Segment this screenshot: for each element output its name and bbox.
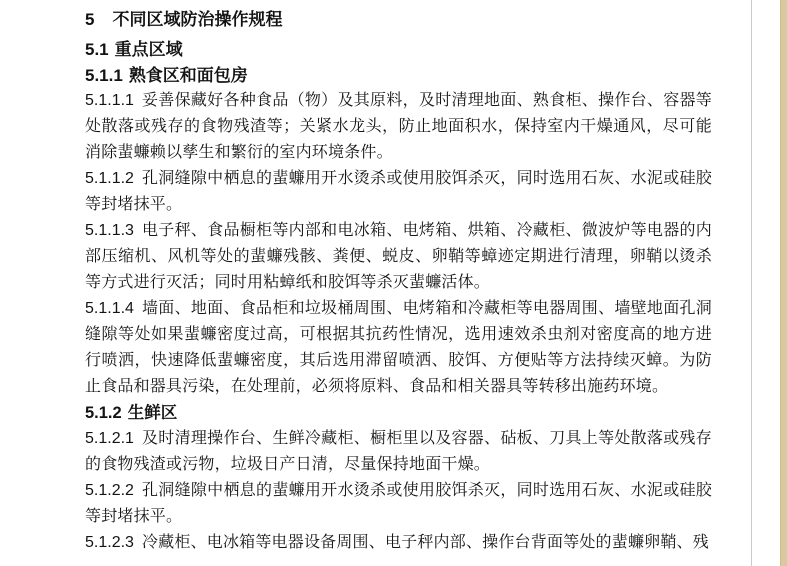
clause-text: 电子秤、食品橱柜等内部和电冰箱、电烤箱、烘箱、冷藏柜、微波炉等电器的内部压缩机、风机等处的蜚蠊残骸、粪便、蜕皮、卵鞘等蟑迹定期进行清理，卵鞘以烫杀等方式进行灭活；同时用粘蟑纸和胶饵等杀灭蜚蠊活体。	[85, 222, 712, 291]
clause-5-1-1-4	[85, 296, 712, 400]
document-content	[85, 8, 712, 556]
clause-text: 妥善保藏好各种食品（物）及其原料，及时清理地面、熟食柜、操作台、容器等处散落或残存的食物残渣等；关紧水龙头，防止地面积水，保持室内干燥通风，尽可能消除蜚蠊赖以孳生和繁衍的室内环境条件。	[85, 92, 712, 161]
section-number: 5.1	[85, 40, 109, 59]
page-edge-line	[751, 0, 752, 566]
clause-5-1-2-2	[85, 478, 712, 530]
clause-text: 孔洞缝隙中栖息的蜚蠊用开水烫杀或使用胶饵杀灭，同时选用石灰、水泥或硅胶等封堵抹平。	[85, 170, 712, 213]
subsection-number: 5.1.1	[85, 66, 123, 85]
subsection-heading-5-1-1	[85, 64, 712, 88]
clause-5-1-2-3	[85, 530, 712, 556]
chapter-title: 不同区域防治操作规程	[112, 10, 283, 29]
clause-text: 及时清理操作台、生鲜冷藏柜、橱柜里以及容器、砧板、刀具上等处散落或残存的食物残渣或污物，垃圾日产日清，尽量保持地面干燥。	[85, 430, 712, 473]
clause-number: 5.1.2.2	[85, 482, 134, 499]
subsection-title: 生鲜区	[127, 404, 178, 422]
section-title: 重点区域	[114, 40, 183, 59]
clause-text: 孔洞缝隙中栖息的蜚蠊用开水烫杀或使用胶饵杀灭，同时选用石灰、水泥或硅胶等封堵抹平。	[85, 482, 712, 525]
clause-5-1-1-2	[85, 166, 712, 218]
subsection-title: 熟食区和面包房	[128, 66, 248, 85]
clause-number: 5.1.1.1	[85, 92, 134, 109]
chapter-number: 5	[85, 10, 95, 29]
chapter-heading	[85, 8, 712, 32]
clause-5-1-1-3	[85, 218, 712, 296]
clause-number: 5.1.2.1	[85, 430, 134, 447]
clause-5-1-1-1	[85, 88, 712, 166]
subsection-heading-5-1-2	[85, 400, 712, 426]
section-heading-5-1	[85, 38, 712, 62]
clause-number: 5.1.1.3	[85, 222, 134, 239]
clause-number: 5.1.1.2	[85, 170, 134, 187]
clause-text: 墙面、地面、食品柜和垃圾桶周围、电烤箱和冷藏柜等电器周围、墙壁地面孔洞缝隙等处如果蜚蠊密度过高，可根据其抗药性情况，选用速效杀虫剂对密度高的地方进行喷洒，快速降低蜚蠊密度，其后选用滞留喷洒、胶饵、方便贴等方法持续灭蟑。为防止食品和器具污染，在处理前，必须将原料、食品和相关器具等转移出施药环境。	[85, 300, 712, 395]
clause-number: 5.1.1.4	[85, 300, 134, 317]
clause-5-1-2-1	[85, 426, 712, 478]
clause-number: 5.1.2.3	[85, 534, 134, 551]
subsection-number: 5.1.2	[85, 404, 122, 422]
clause-text: 冷藏柜、电冰箱等电器设备周围、电子秤内部、操作台背面等处的蜚蠊卵鞘、残	[141, 534, 709, 551]
page-binding-bar	[780, 0, 787, 566]
